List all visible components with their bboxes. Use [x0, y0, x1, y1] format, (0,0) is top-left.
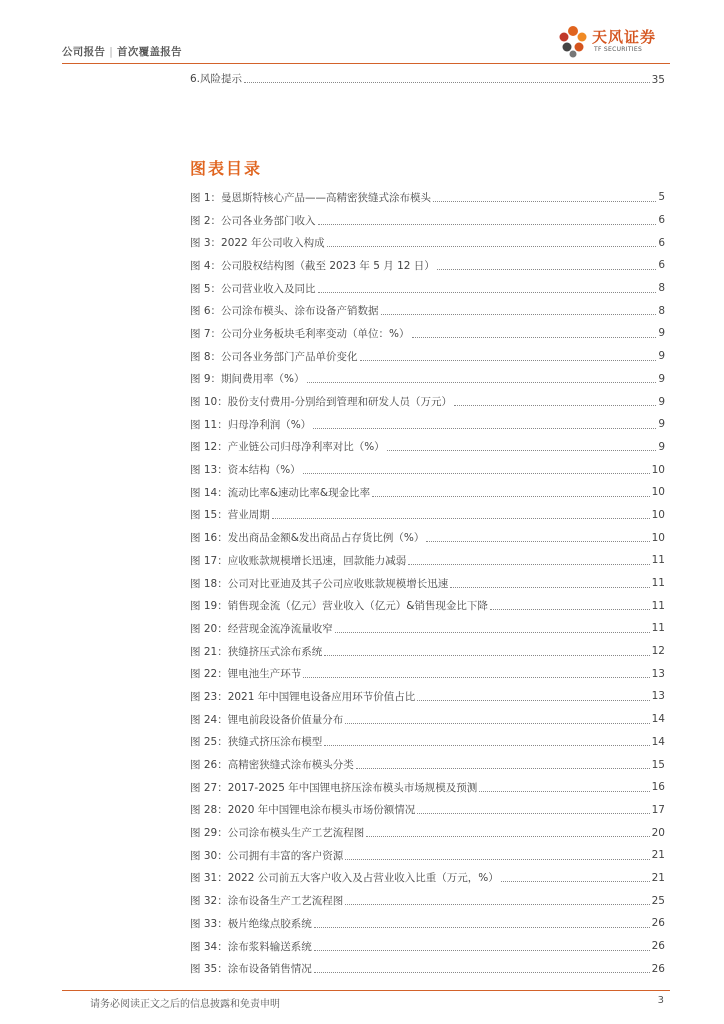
- figure-page: 10: [651, 531, 665, 544]
- logo-text-en: TF SECURITIES: [594, 46, 643, 53]
- figure-page: 12: [651, 645, 665, 658]
- report-breadcrumb: [62, 44, 182, 59]
- figure-page: 9: [658, 350, 665, 363]
- figure-label: 图 30：公司拥有丰富的客户资源: [190, 849, 344, 862]
- footer-divider: [62, 990, 670, 991]
- leader-dots: [490, 609, 650, 610]
- figure-page: 11: [651, 622, 665, 635]
- company-logo: [550, 22, 670, 60]
- figure-list-item[interactable]: [190, 685, 665, 708]
- figure-label: 图 32：涂布设备生产工艺流程图: [190, 895, 344, 908]
- toc-entry-page: 35: [651, 74, 665, 86]
- figure-list-item[interactable]: [190, 844, 665, 867]
- breadcrumb-separator: |: [109, 46, 114, 58]
- figure-list-item[interactable]: [190, 526, 665, 549]
- figure-label: 图 16：发出商品金额&发出商品占存货比例（%）: [190, 532, 425, 545]
- leader-dots: [479, 791, 649, 792]
- figure-label: 图 9：期间费用率（%）: [190, 373, 305, 386]
- toc-entry-label: 6.风险提示: [190, 73, 243, 85]
- figure-page: 10: [651, 463, 665, 476]
- figure-page: 26: [651, 940, 665, 953]
- figures-list: [190, 186, 665, 980]
- figure-label: 图 29：公司涂布模头生产工艺流程图: [190, 827, 365, 840]
- leader-dots: [450, 587, 649, 588]
- figure-list-item[interactable]: [190, 935, 665, 958]
- leader-dots: [314, 927, 650, 928]
- figure-label: 图 19：销售现金流（亿元）营业收入（亿元）&销售现金比下降: [190, 600, 488, 613]
- figure-label: 图 7：公司分业务板块毛利率变动（单位：%）: [190, 327, 410, 340]
- figure-list-item[interactable]: [190, 572, 665, 595]
- figure-list-item[interactable]: [190, 662, 665, 685]
- leader-dots: [366, 836, 649, 837]
- figure-label: 图 34：涂布浆料输送系统: [190, 940, 312, 953]
- logo-flower-icon: [556, 24, 590, 58]
- leader-dots: [417, 700, 649, 701]
- figure-page: 21: [651, 849, 665, 862]
- leader-dots: [345, 859, 649, 860]
- leader-dots: [335, 632, 650, 633]
- figure-list-item[interactable]: [190, 436, 665, 459]
- leader-dots: [303, 473, 650, 474]
- figure-label: 图 20：经营现金流净流量收窄: [190, 622, 333, 635]
- figure-label: 图 18：公司对比亚迪及其子公司应收账款规模增长迅速: [190, 577, 449, 590]
- page-number: 3: [657, 995, 664, 1006]
- leader-dots: [417, 813, 649, 814]
- figure-label: 图 10：股份支付费用-分别给到管理和研发人员（万元）: [190, 396, 452, 409]
- figure-label: 图 2：公司各业务部门收入: [190, 214, 316, 227]
- figure-list-item[interactable]: [190, 231, 665, 254]
- footer-disclaimer: 请务必阅读正文之后的信息披露和免责申明: [90, 999, 280, 1010]
- figure-label: 图 27：2017-2025 年中国锂电挤压涂布模头市场规模及预测: [190, 781, 478, 794]
- figure-label: 图 13：资本结构（%）: [190, 464, 301, 477]
- figure-label: 图 21：狭缝挤压式涂布系统: [190, 645, 323, 658]
- figure-page: 15: [651, 758, 665, 771]
- figure-page: 17: [651, 803, 665, 816]
- figure-label: 图 8：公司各业务部门产品单价变化: [190, 350, 358, 363]
- figure-page: 11: [651, 599, 665, 612]
- figure-list-item[interactable]: [190, 322, 665, 345]
- figure-page: 26: [651, 917, 665, 930]
- leader-dots: [381, 314, 657, 315]
- figure-page: 10: [651, 486, 665, 499]
- figure-label: 图 4：公司股权结构图（截至 2023 年 5 月 12 日）: [190, 259, 435, 272]
- figure-label: 图 14：流动比率&速动比率&现金比率: [190, 486, 371, 499]
- figure-page: 9: [658, 395, 665, 408]
- figure-label: 图 25：狭缝式挤压涂布模型: [190, 736, 323, 749]
- leader-dots: [324, 655, 649, 656]
- leader-dots: [345, 723, 649, 724]
- figure-page: 14: [651, 735, 665, 748]
- leader-dots: [327, 246, 657, 247]
- header-divider: [62, 63, 670, 64]
- report-subtype: 首次覆盖报告: [117, 46, 182, 58]
- figure-page: 26: [651, 962, 665, 975]
- figure-page: 8: [658, 304, 665, 317]
- figure-list-item[interactable]: [190, 594, 665, 617]
- leader-dots: [387, 450, 657, 451]
- figure-list-item[interactable]: [190, 186, 665, 209]
- figure-list-item[interactable]: [190, 776, 665, 799]
- figure-label: 图 23：2021 年中国锂电设备应用环节价值占比: [190, 690, 416, 703]
- page-header: [62, 30, 670, 60]
- leader-dots: [244, 82, 650, 83]
- figure-page: 6: [658, 236, 665, 249]
- figure-list-item[interactable]: [190, 799, 665, 822]
- figure-label: 图 33：极片绝缘点胶系统: [190, 917, 312, 930]
- figure-page: 21: [651, 871, 665, 884]
- figure-label: 图 3：2022 年公司收入构成: [190, 237, 325, 250]
- figure-page: 9: [658, 418, 665, 431]
- figure-page: 6: [658, 259, 665, 272]
- toc-entry-risk[interactable]: [190, 70, 665, 86]
- figure-list-item[interactable]: [190, 821, 665, 844]
- figure-page: 20: [651, 826, 665, 839]
- leader-dots: [318, 224, 657, 225]
- figure-list-item[interactable]: [190, 957, 665, 980]
- figure-list-item[interactable]: [190, 549, 665, 572]
- figure-list-item[interactable]: [190, 867, 665, 890]
- figures-section-title: 图表目录: [190, 159, 263, 178]
- figure-page: 11: [651, 554, 665, 567]
- leader-dots: [272, 518, 650, 519]
- figure-list-item[interactable]: [190, 481, 665, 504]
- figure-page: 6: [658, 214, 665, 227]
- figure-list-item[interactable]: [190, 277, 665, 300]
- figure-label: 图 6：公司涂布模头、涂布设备产销数据: [190, 305, 379, 318]
- leader-dots: [372, 496, 650, 497]
- leader-dots: [437, 269, 657, 270]
- figure-label: 图 24：锂电前段设备价值量分布: [190, 713, 344, 726]
- leader-dots: [314, 950, 650, 951]
- figure-list-item[interactable]: [190, 912, 665, 935]
- leader-dots: [408, 564, 649, 565]
- figure-list-item[interactable]: [190, 731, 665, 754]
- figure-page: 13: [651, 690, 665, 703]
- leader-dots: [314, 972, 650, 973]
- logo-text-cn: 天风证券: [592, 28, 657, 46]
- figure-label: 图 11：归母净利润（%）: [190, 418, 312, 431]
- figure-list-item[interactable]: [190, 458, 665, 481]
- leader-dots: [501, 881, 650, 882]
- figure-label: 图 5：公司营业收入及同比: [190, 282, 316, 295]
- figure-list-item[interactable]: [190, 390, 665, 413]
- figure-label: 图 12：产业链公司归母净利率对比（%）: [190, 441, 385, 454]
- leader-dots: [356, 768, 650, 769]
- leader-dots: [303, 677, 649, 678]
- figure-label: 图 15：营业周期: [190, 509, 270, 522]
- figure-page: 9: [658, 440, 665, 453]
- leader-dots: [313, 428, 656, 429]
- figure-page: 16: [651, 781, 665, 794]
- leader-dots: [360, 360, 657, 361]
- report-type: 公司报告: [62, 46, 106, 58]
- figure-list-item[interactable]: [190, 345, 665, 368]
- leader-dots: [412, 337, 657, 338]
- figure-label: 图 35：涂布设备销售情况: [190, 963, 312, 976]
- leader-dots: [433, 201, 656, 202]
- figure-list-item[interactable]: [190, 640, 665, 663]
- figure-page: 13: [651, 667, 665, 680]
- figure-list-item[interactable]: [190, 504, 665, 527]
- leader-dots: [454, 405, 656, 406]
- figure-page: 8: [658, 282, 665, 295]
- leader-dots: [307, 382, 657, 383]
- figure-label: 图 28：2020 年中国锂电涂布模头市场份额情况: [190, 804, 416, 817]
- figure-list-item[interactable]: [190, 254, 665, 277]
- figure-list-item[interactable]: [190, 368, 665, 391]
- figure-label: 图 17：应收账款规模增长迅速，回款能力减弱: [190, 554, 407, 567]
- figure-label: 图 1：曼恩斯特核心产品——高精密狭缝式涂布模头: [190, 191, 432, 204]
- figure-page: 14: [651, 713, 665, 726]
- figure-page: 11: [651, 577, 665, 590]
- figure-page: 25: [651, 894, 665, 907]
- figure-label: 图 22：锂电池生产环节: [190, 668, 302, 681]
- figure-list-item[interactable]: [190, 708, 665, 731]
- figure-list-item[interactable]: [190, 889, 665, 912]
- figure-list-item[interactable]: [190, 299, 665, 322]
- figure-list-item[interactable]: [190, 617, 665, 640]
- leader-dots: [324, 745, 649, 746]
- figure-page: 10: [651, 508, 665, 521]
- figure-list-item[interactable]: [190, 753, 665, 776]
- figure-list-item[interactable]: [190, 209, 665, 232]
- figure-page: 5: [658, 191, 665, 204]
- figure-label: 图 31：2022 公司前五大客户收入及占营业收入比重（万元，%）: [190, 872, 499, 885]
- figure-list-item[interactable]: [190, 413, 665, 436]
- figure-label: 图 26：高精密狭缝式涂布模头分类: [190, 759, 354, 772]
- leader-dots: [426, 541, 649, 542]
- leader-dots: [345, 904, 649, 905]
- leader-dots: [318, 292, 657, 293]
- figure-page: 9: [658, 327, 665, 340]
- figure-page: 9: [658, 372, 665, 385]
